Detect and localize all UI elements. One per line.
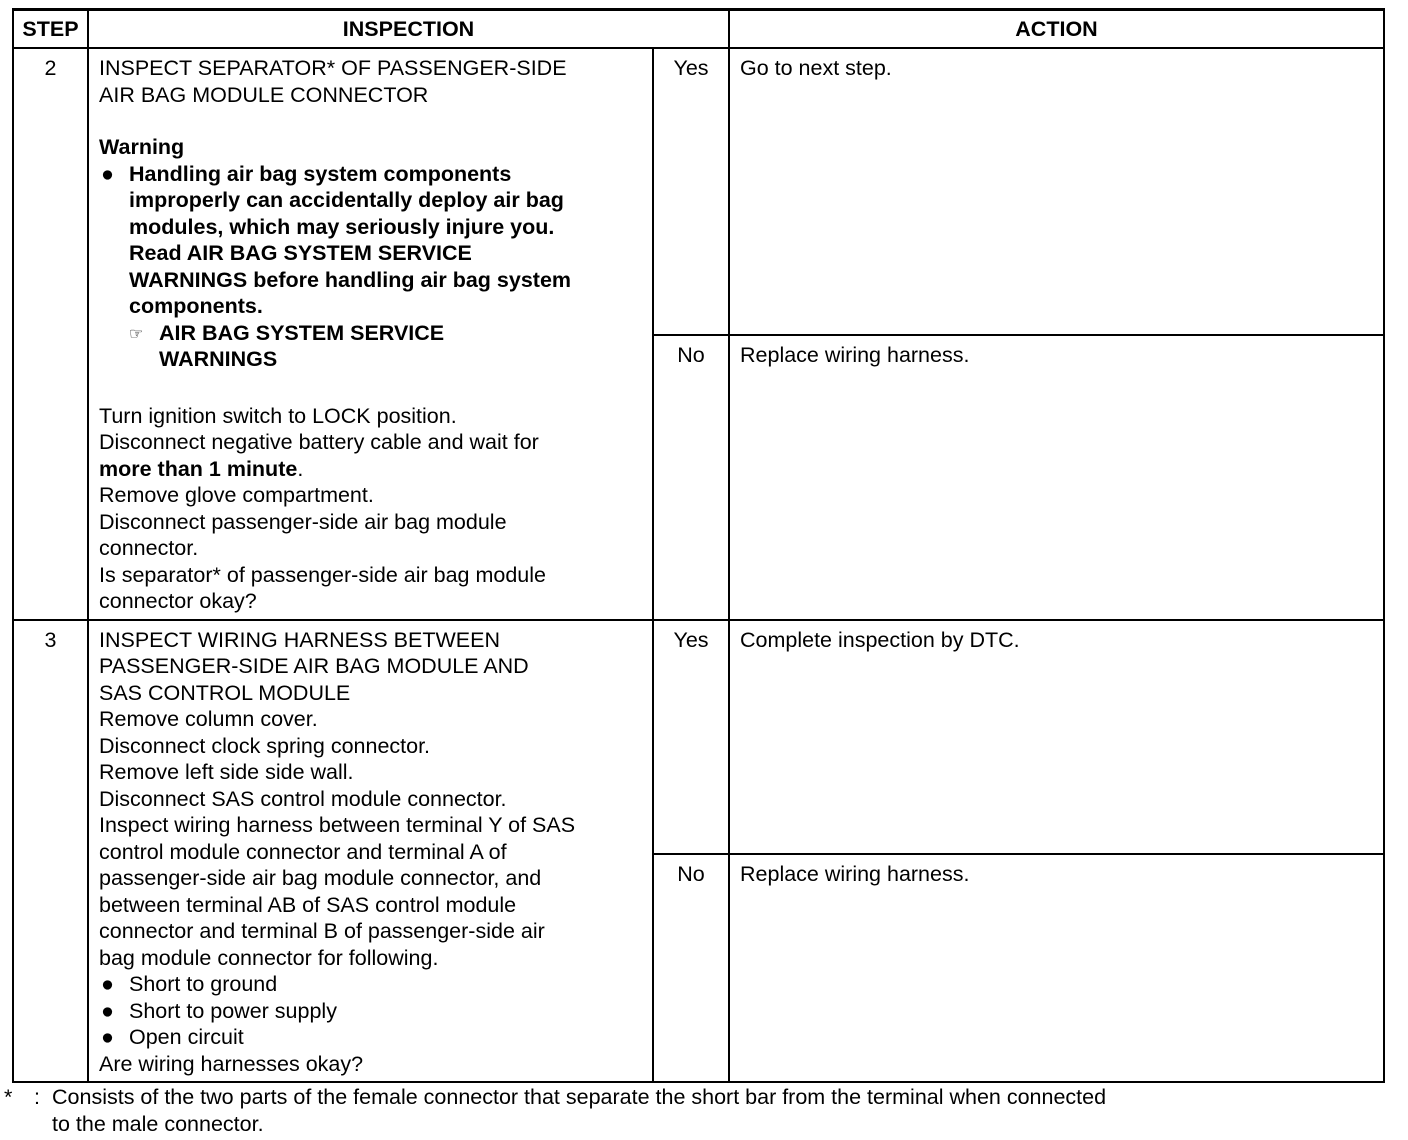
table-header-row xyxy=(13,10,1384,49)
step-title-line: INSPECT SEPARATOR* OF PASSENGER-SIDE xyxy=(99,56,567,80)
answer-no: No xyxy=(653,335,729,620)
procedure-line: Is separator* of passenger-side air bag module xyxy=(99,562,546,587)
table-row xyxy=(13,48,1384,335)
footnote-mark: * xyxy=(4,1085,13,1109)
step-title-line: INSPECT WIRING HARNESS BETWEEN xyxy=(99,627,500,652)
diagnostic-table xyxy=(12,8,1385,1083)
warning-item: ● Handling air bag system components improperly can accidentally deploy air bag modules, which may seriously injure you. Read AIR BAG SYSTEM SERVICE WARNINGS before handling air bag system components. ☞ AIR BAG SYSTEM SERVICE WARNINGS xyxy=(99,161,644,373)
footnote-separator: : xyxy=(34,1085,40,1109)
procedure-line: Remove left side side wall. xyxy=(99,760,354,784)
warning-label: Warning xyxy=(99,135,185,159)
footnote-text: Consists of the two parts of the female connector that separate the short bar from the terminal when connected to the male connector. xyxy=(52,1085,1107,1136)
reference-link: ☞ AIR BAG SYSTEM SERVICE WARNINGS xyxy=(129,320,445,371)
procedure-line: Remove glove compartment. xyxy=(99,483,374,507)
procedure-line: more than 1 minute. xyxy=(99,456,304,481)
procedure-line: control module connector and terminal A of xyxy=(99,839,507,864)
step-number: 2 xyxy=(13,48,88,620)
reference-pointer-icon: ☞ xyxy=(129,325,144,343)
answer-no: No xyxy=(653,854,729,1082)
action-yes: Go to next step. xyxy=(729,48,1384,335)
procedure-line: Disconnect SAS control module connector. xyxy=(99,786,507,811)
procedure-line: Remove column cover. xyxy=(99,707,318,731)
procedure-line: Disconnect passenger-side air bag module xyxy=(99,509,507,534)
check-item: ● Short to ground xyxy=(101,972,278,996)
inspection-cell xyxy=(88,48,653,620)
procedure-question: Are wiring harnesses okay? xyxy=(99,1051,364,1076)
step-number: 3 xyxy=(13,620,88,1083)
procedure-line: passenger-side air bag module connector, and xyxy=(99,866,542,890)
inspection-cell xyxy=(88,620,653,1083)
header-inspection: INSPECTION xyxy=(88,10,729,49)
action-no: Replace wiring harness. xyxy=(729,335,1384,620)
answer-yes: Yes xyxy=(653,620,729,854)
action-no: Replace wiring harness. xyxy=(729,854,1384,1082)
answer-yes: Yes xyxy=(653,48,729,335)
procedure-line: connector and terminal B of passenger-side air xyxy=(99,919,545,943)
step-title-line: SAS CONTROL MODULE xyxy=(99,680,351,705)
header-action: ACTION xyxy=(729,10,1384,49)
bullet-icon: ● xyxy=(101,972,114,996)
procedure-line: bag module connector for following. xyxy=(99,945,439,970)
header-step: STEP xyxy=(13,10,88,49)
check-item: ● Open circuit xyxy=(101,1025,244,1049)
table-row xyxy=(13,620,1384,854)
procedure-line: Disconnect negative battery cable and wait for xyxy=(99,430,539,454)
step-title-line: AIR BAG MODULE CONNECTOR xyxy=(99,82,429,107)
check-item: ● Short to power supply xyxy=(101,998,337,1023)
procedure-line: Inspect wiring harness between terminal Y of SAS xyxy=(99,813,576,837)
procedure-line: Turn ignition switch to LOCK position. xyxy=(99,403,457,428)
step-title-line: PASSENGER-SIDE AIR BAG MODULE AND xyxy=(99,654,529,678)
bullet-icon: ● xyxy=(101,998,114,1023)
procedure-line: Disconnect clock spring connector. xyxy=(99,733,431,758)
procedure-line: connector. xyxy=(99,536,199,560)
procedure-line: connector okay? xyxy=(99,589,257,613)
procedure-line: between terminal AB of SAS control module xyxy=(99,892,517,917)
bullet-icon: ● xyxy=(101,161,114,186)
action-yes: Complete inspection by DTC. xyxy=(729,620,1384,854)
bullet-icon: ● xyxy=(101,1025,114,1049)
